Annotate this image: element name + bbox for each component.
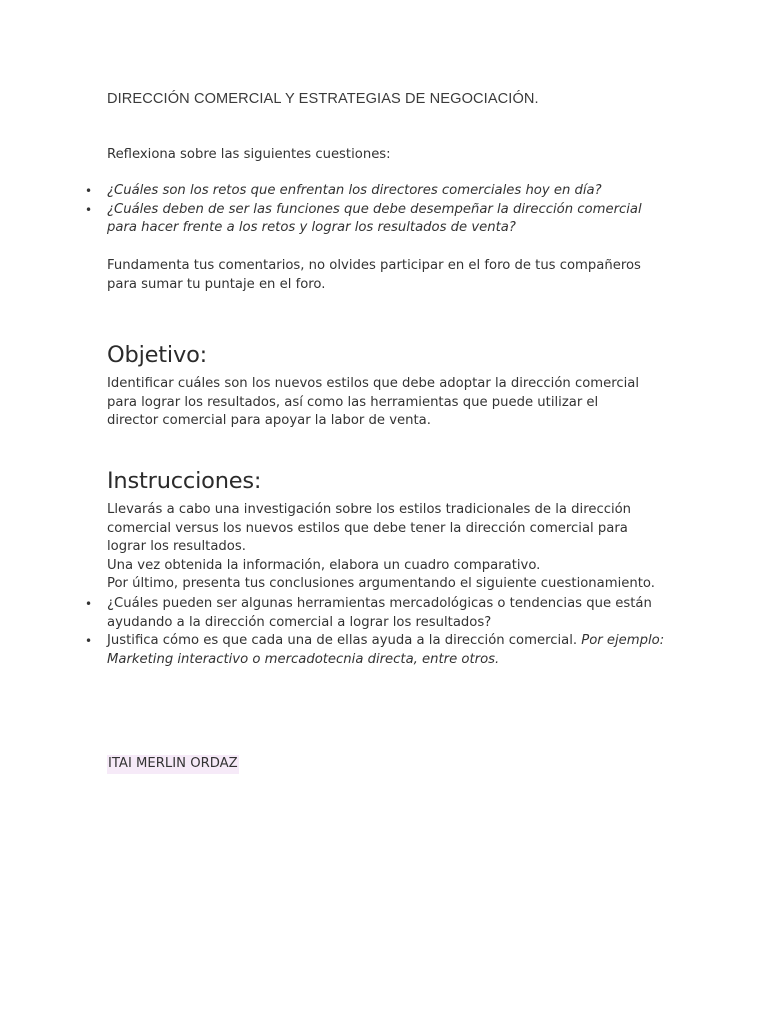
bullet-icon: •	[85, 597, 93, 611]
instrucciones-heading: Instrucciones:	[107, 468, 262, 494]
list-item	[85, 182, 667, 201]
instruction-line: Una vez obtenida la información, elabora un cuadro comparativo.	[107, 557, 541, 573]
bullet-icon: •	[85, 184, 93, 198]
instruction-line: Por último, presenta tus conclusiones argumentando el siguiente cuestionamiento.	[107, 576, 655, 592]
question-text: ¿Cuáles son los retos que enfrentan los directores comerciales hoy en día?	[107, 183, 602, 198]
list-item	[85, 632, 667, 669]
reflection-questions-list	[85, 182, 667, 238]
intro-text: Reflexiona sobre las siguientes cuestiones:	[107, 147, 391, 162]
bullet-icon: •	[85, 202, 93, 217]
objetivo-heading: Objetivo:	[107, 342, 208, 368]
document-title: DIRECCIÓN COMERCIAL Y ESTRATEGIAS DE NEGOCIACIÓN.	[107, 91, 539, 107]
objetivo-paragraph: Identificar cuáles son los nuevos estilos que debe adoptar la dirección comercial para lograr los resultados, así como las herramientas que puede utilizar el director comercial para apoyar la labor de venta.	[107, 376, 640, 429]
instruction-line: Llevarás a cabo una investigación sobre los estilos tradicionales de la dirección comercial versus los nuevos estilos que debe tener la dirección comercial para lograr los resultados.	[107, 502, 632, 555]
instrucciones-paragraph	[107, 501, 667, 594]
fundamenta-paragraph: Fundamenta tus comentarios, no olvides participar en el foro de tus compañeros para sumar tu puntaje en el foro.	[107, 258, 641, 292]
author-name: ITAI MERLIN ORDAZ	[107, 755, 239, 774]
question-text: ¿Cuáles deben de ser las funciones que debe desempeñar la dirección comercial para hacer frente a los retos y lograr los resultados de venta?	[107, 201, 642, 236]
list-item	[85, 595, 667, 632]
bullet-text: Justifica cómo es que cada una de ellas ayuda a la dirección comercial.	[107, 633, 582, 649]
instrucciones-bullet-list	[85, 595, 667, 669]
bullet-icon: •	[85, 634, 93, 649]
bullet-text: ¿Cuáles pueden ser algunas herramientas mercadológicas o tendencias que están ayudando a la dirección comercial a lograr los resultados?	[107, 596, 652, 630]
list-item	[85, 201, 667, 238]
example-text: Por ejemplo: Marketing interactivo o mercadotecnia directa, entre otros.	[107, 633, 665, 667]
